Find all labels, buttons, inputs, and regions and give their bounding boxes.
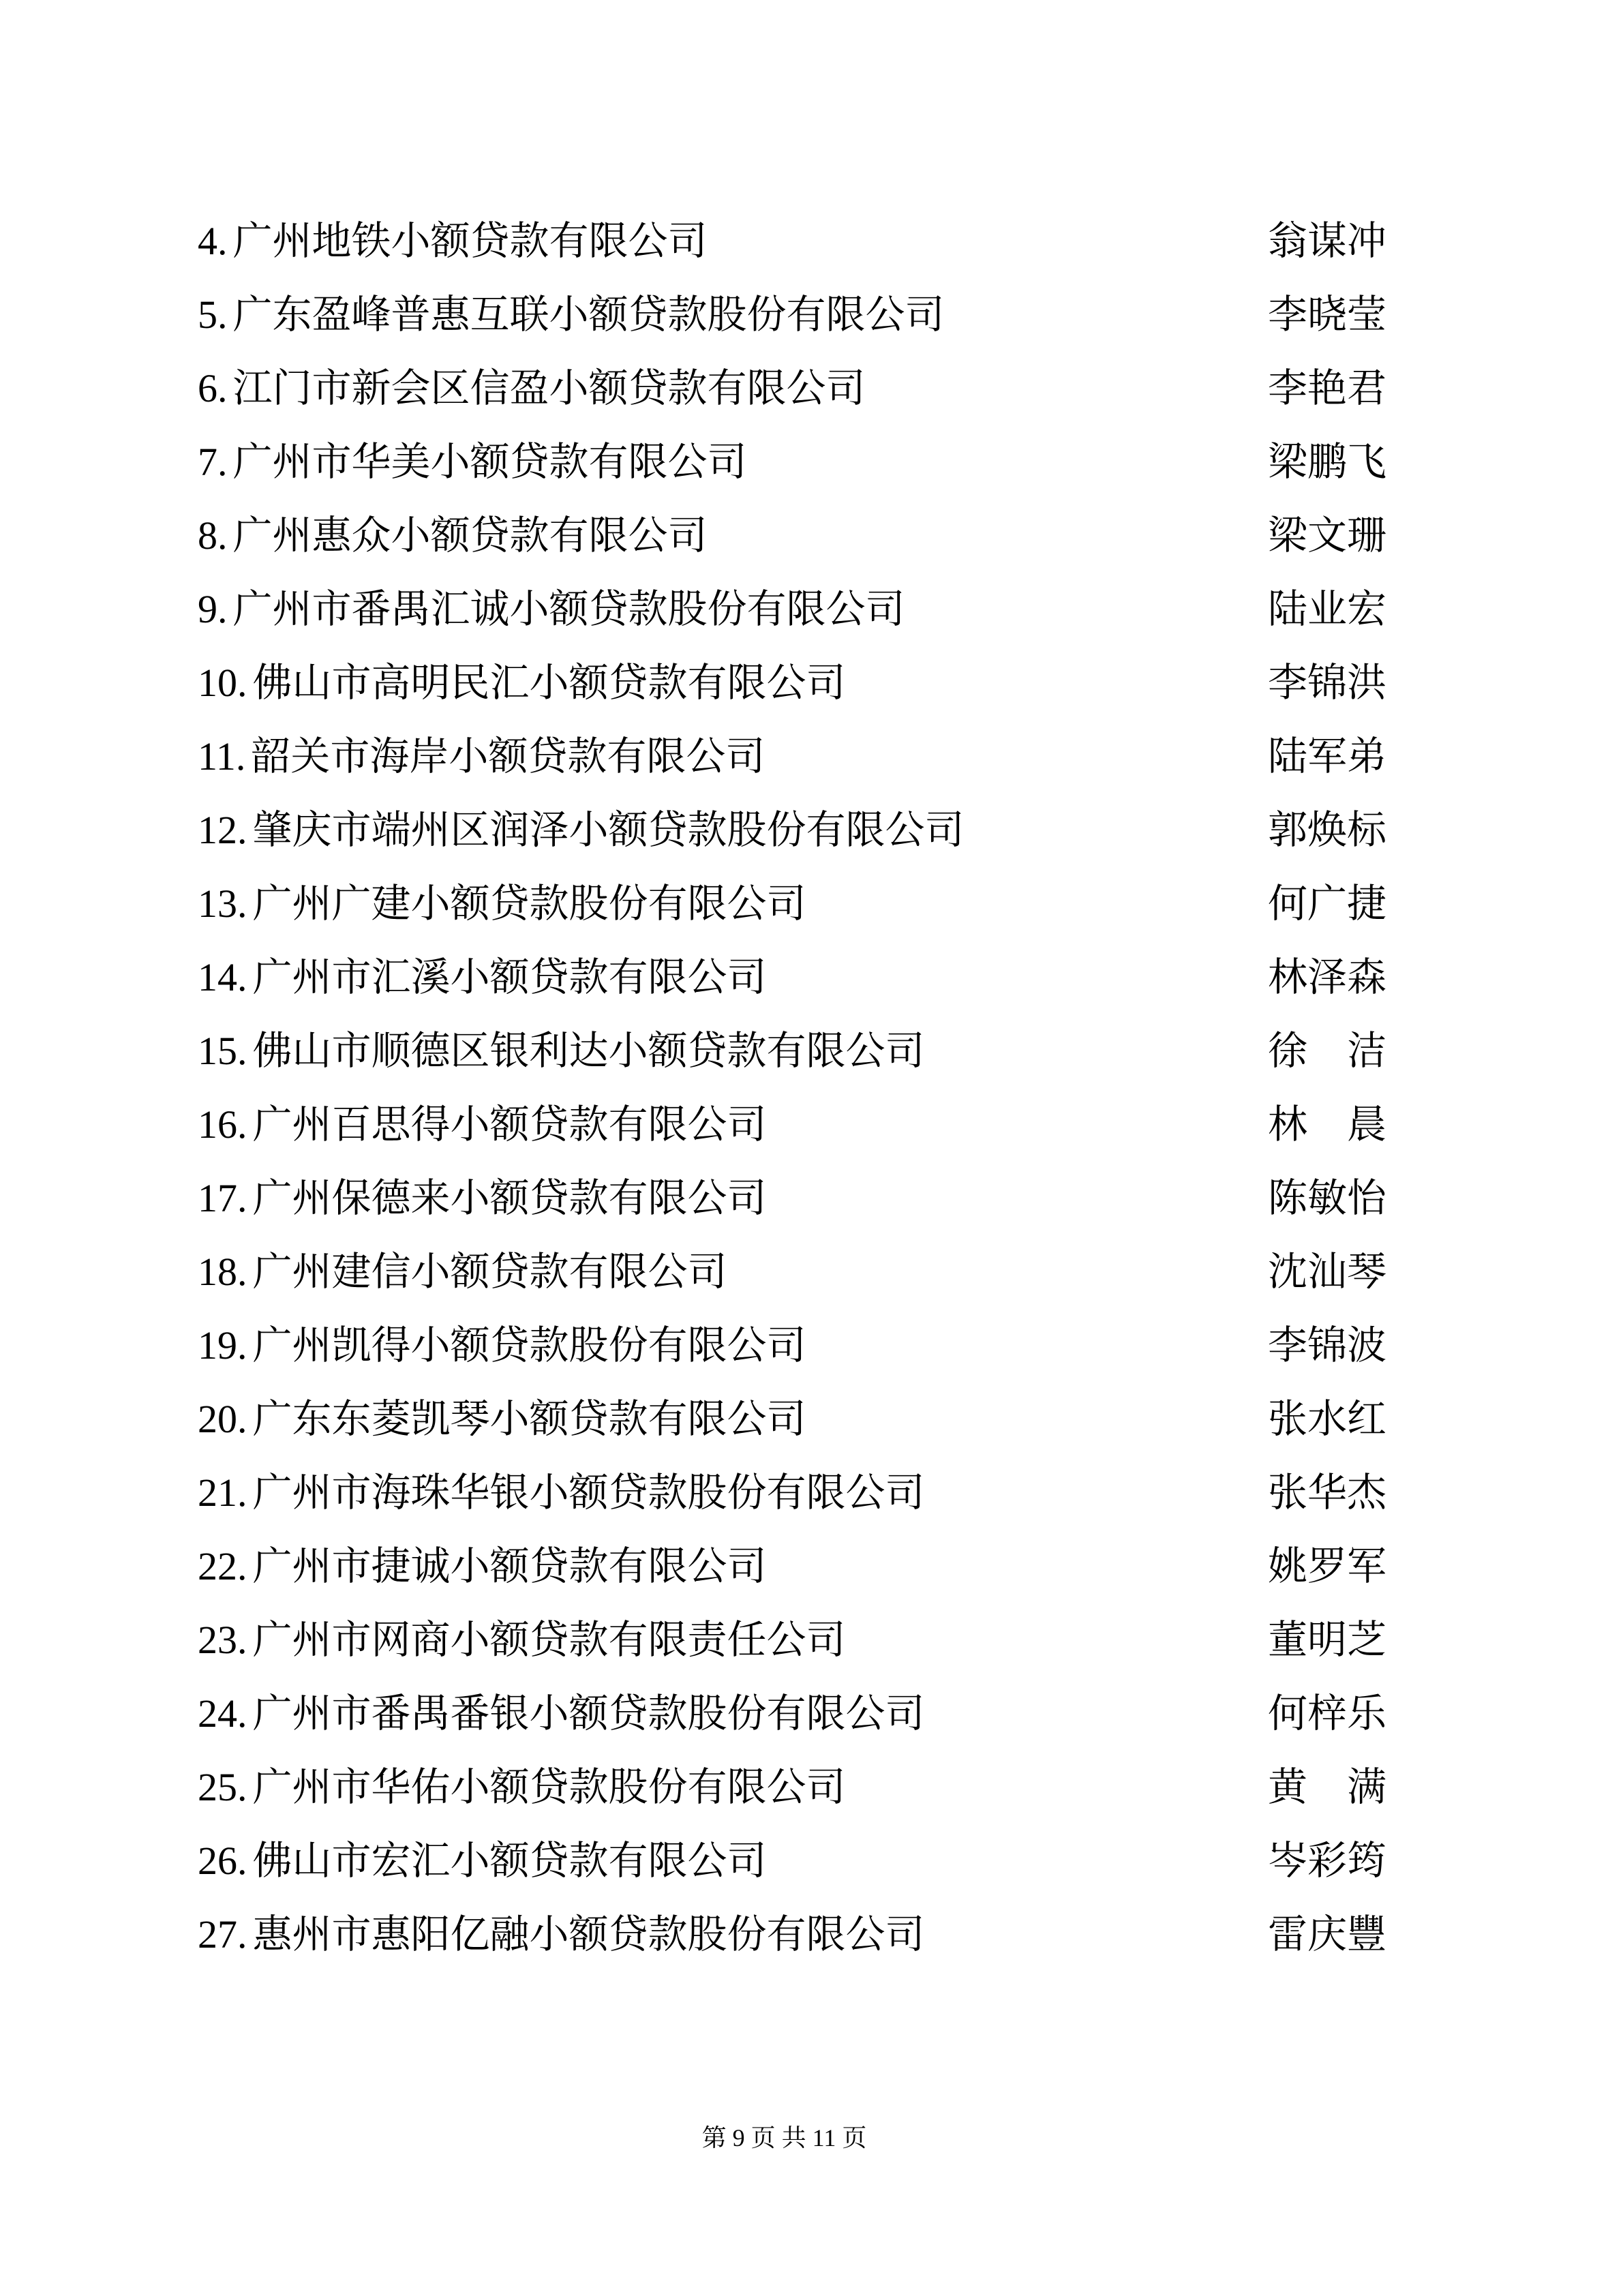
list-entry [198,425,747,499]
list-entry [198,1824,767,1898]
company-name: 广州地铁小额贷款有限公司 [232,219,708,263]
list-entry [198,1162,767,1235]
person-name: 董明芝 [1268,1618,1387,1662]
page-footer [0,2121,1623,2154]
list-item [0,1456,1623,1530]
list-item [0,1162,1623,1235]
list-item [0,794,1623,867]
company-name: 广州市华佑小额贷款股份有限公司 [252,1765,846,1809]
company-name: 广州市华美小额贷款有限公司 [232,440,747,484]
list-item [0,720,1623,794]
item-number: 17. [198,1176,247,1220]
item-number: 25. [198,1765,247,1809]
list-entry [198,1603,846,1677]
company-name: 江门市新会区信盈小额贷款有限公司 [232,366,866,410]
list-entry [198,1309,806,1383]
person-name: 徐 洁 [1268,1029,1387,1073]
list-entry [198,646,846,720]
item-number: 22. [198,1544,247,1588]
page-footer-text: 第 9 页 共 11 页 [701,2124,867,2151]
list-item [0,352,1623,425]
list-entry [198,573,905,646]
list-item [0,1677,1623,1751]
company-name: 广州市网商小额贷款有限责任公司 [252,1618,846,1662]
item-number: 13. [198,881,247,926]
item-number: 18. [198,1250,247,1294]
item-number: 14. [198,955,247,999]
item-number: 19. [198,1323,247,1368]
list-entry [198,941,767,1014]
person-name: 陆业宏 [1268,587,1387,631]
company-name: 广州建信小额贷款有限公司 [252,1250,727,1294]
item-number: 23. [198,1618,247,1662]
list-entry [198,352,866,425]
company-name: 广州保德来小额贷款有限公司 [252,1176,767,1220]
company-name: 肇庆市端州区润泽小额贷款股份有限公司 [252,808,965,852]
person-name: 姚罗军 [1268,1544,1387,1588]
list-entry [198,1456,925,1530]
company-name: 佛山市顺德区银利达小额贷款有限公司 [252,1029,925,1073]
item-number: 21. [198,1470,247,1515]
item-number: 9. [198,587,228,631]
list-entry [198,1383,806,1456]
list-item [0,867,1623,941]
person-name: 李艳君 [1268,366,1387,410]
person-name: 张水红 [1268,1397,1387,1441]
list-item [0,499,1623,573]
company-name: 惠州市惠阳亿融小额贷款股份有限公司 [252,1912,925,1957]
person-name: 陈敏怡 [1268,1176,1387,1220]
list-entry [198,720,765,794]
item-number: 20. [198,1397,247,1441]
company-name: 韶关市海岸小额贷款有限公司 [251,734,765,779]
person-name: 梁鹏飞 [1268,440,1387,484]
list-item [0,1824,1623,1898]
item-number: 6. [198,366,228,410]
list-item [0,1898,1623,1972]
list-entry [198,278,945,352]
list-entry [198,1677,925,1751]
list-item [0,1751,1623,1824]
item-number: 12. [198,808,247,852]
item-number: 11. [198,734,246,779]
list-entry [198,1751,846,1824]
list-item [0,1530,1623,1603]
person-name: 雷庆豐 [1268,1912,1387,1957]
company-name: 广州市番禺汇诚小额贷款股份有限公司 [232,587,905,631]
item-number: 26. [198,1839,247,1883]
list-item [0,1383,1623,1456]
item-number: 15. [198,1029,247,1073]
list-entry [198,867,806,941]
person-name: 何广捷 [1268,881,1387,926]
person-name: 张华杰 [1268,1470,1387,1515]
company-name: 佛山市高明民汇小额贷款有限公司 [252,661,846,705]
item-number: 7. [198,440,228,484]
person-name: 沈汕琴 [1268,1250,1387,1294]
company-name: 广东东菱凯琴小额贷款有限公司 [252,1397,806,1441]
person-name: 林 晨 [1268,1102,1387,1147]
person-name: 郭焕标 [1268,808,1387,852]
person-name: 岑彩筠 [1268,1839,1387,1883]
list-entry [198,1235,727,1309]
list-item [0,1603,1623,1677]
list-entry [198,1014,925,1088]
company-name: 广州市捷诚小额贷款有限公司 [252,1544,767,1588]
list-item [0,425,1623,499]
company-name: 广州市汇溪小额贷款有限公司 [252,955,767,999]
list-item [0,205,1623,278]
item-number: 4. [198,219,228,263]
person-name: 梁文珊 [1268,513,1387,558]
item-number: 24. [198,1691,247,1736]
item-number: 27. [198,1912,247,1957]
company-name: 广州凯得小额贷款股份有限公司 [252,1323,806,1368]
person-name: 李锦洪 [1268,661,1387,705]
list-entry [198,1088,767,1162]
person-name: 何梓乐 [1268,1691,1387,1736]
list-entry [198,205,708,278]
list-item [0,1309,1623,1383]
person-name: 翁谋冲 [1268,219,1387,263]
item-number: 8. [198,513,228,558]
item-number: 16. [198,1102,247,1147]
company-list [0,205,1623,1972]
person-name: 黄 满 [1268,1765,1387,1809]
list-item [0,1088,1623,1162]
list-item [0,941,1623,1014]
list-item [0,1235,1623,1309]
person-name: 林泽森 [1268,955,1387,999]
company-name: 广州百思得小额贷款有限公司 [252,1102,767,1147]
company-name: 广东盈峰普惠互联小额贷款股份有限公司 [232,292,945,337]
list-item [0,646,1623,720]
company-name: 佛山市宏汇小额贷款有限公司 [252,1839,767,1883]
list-item [0,278,1623,352]
list-item [0,573,1623,646]
list-entry [198,794,965,867]
list-entry [198,1898,925,1972]
person-name: 陆军弟 [1268,734,1387,779]
list-entry [198,1530,767,1603]
list-item [0,1014,1623,1088]
company-name: 广州市番禺番银小额贷款股份有限公司 [252,1691,925,1736]
item-number: 5. [198,292,228,337]
company-name: 广州市海珠华银小额贷款股份有限公司 [252,1470,925,1515]
person-name: 李晓莹 [1268,292,1387,337]
company-name: 广州惠众小额贷款有限公司 [232,513,708,558]
item-number: 10. [198,661,247,705]
list-entry [198,499,708,573]
person-name: 李锦波 [1268,1323,1387,1368]
company-name: 广州广建小额贷款股份有限公司 [252,881,806,926]
